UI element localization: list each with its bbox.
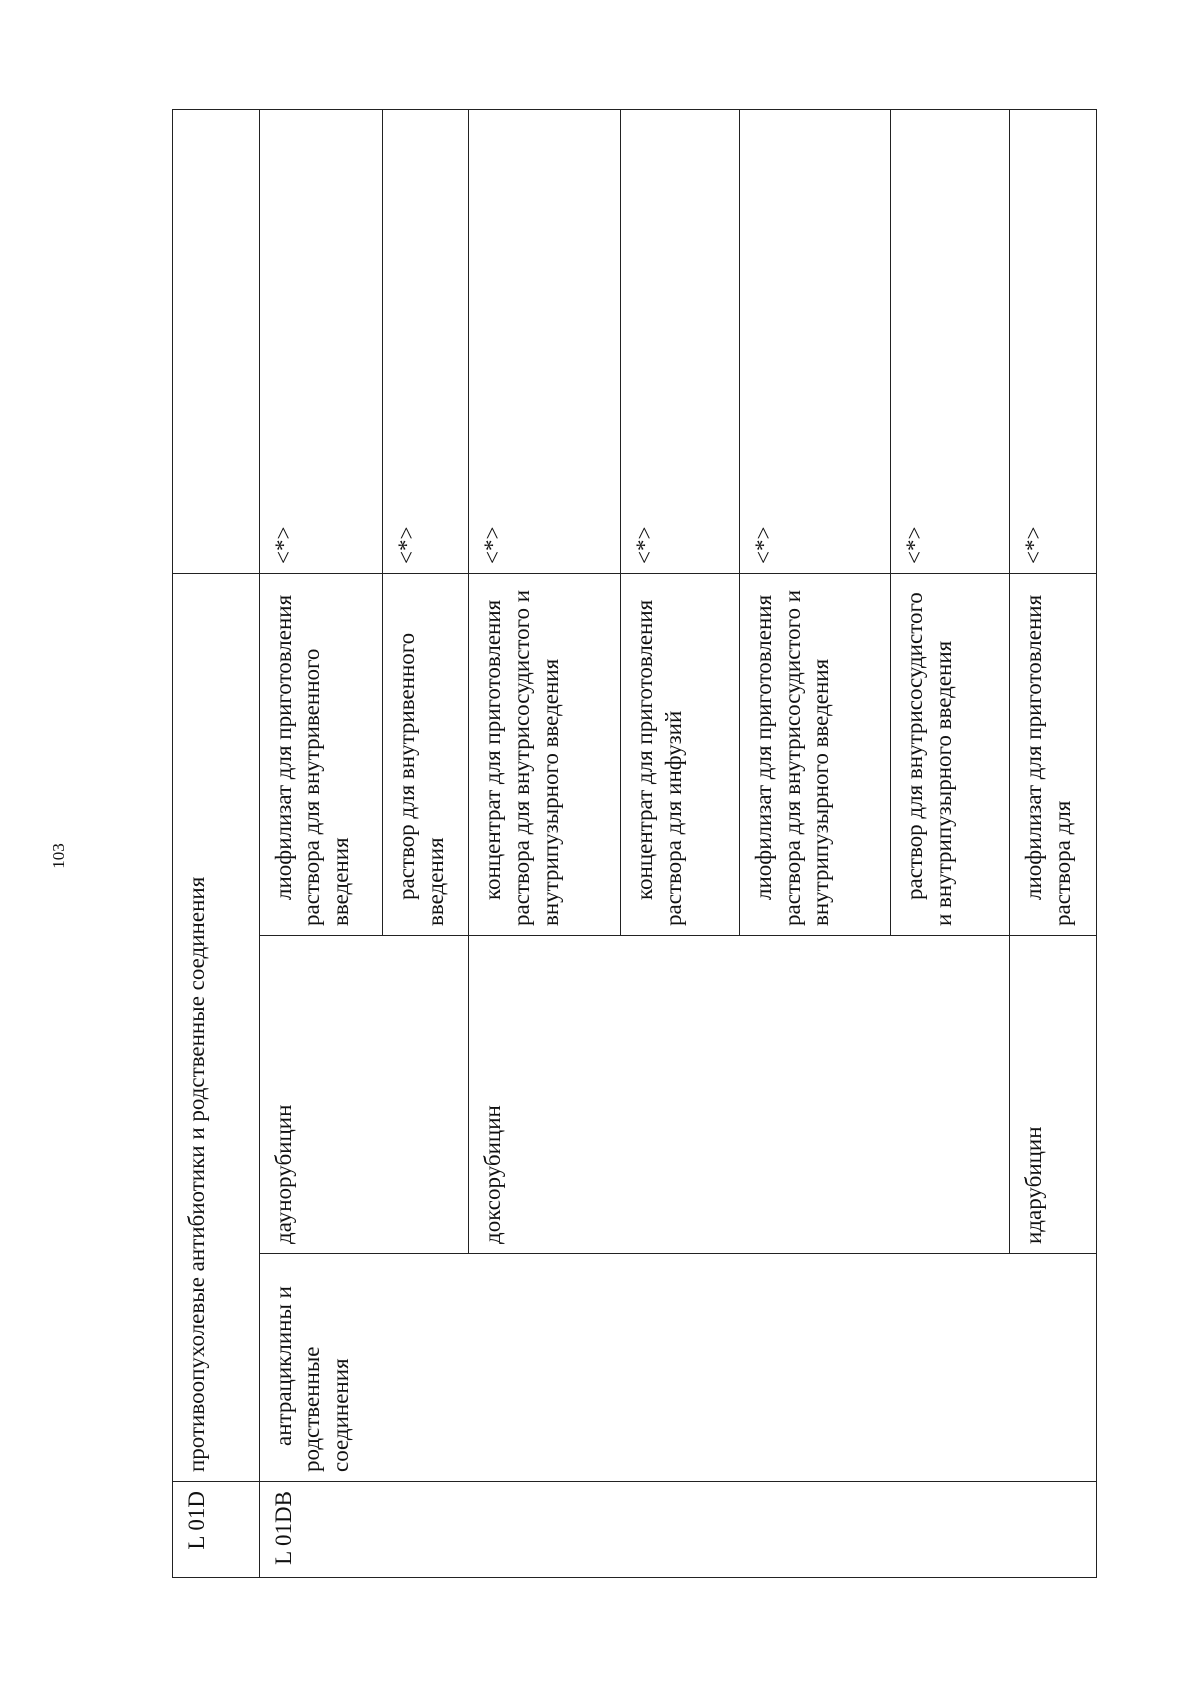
drug-name-doxorubicin: доксорубицин: [469, 936, 1010, 1254]
mark-cell: <*>: [382, 109, 469, 573]
rotated-table-container: [172, 110, 1097, 1578]
group-title: противоопухолевые антибиотики и родственные соединения: [173, 573, 260, 1481]
dosage-form: концентрат для приготовления раствора для внутрисосудистого и внутрипузырного введения: [469, 573, 620, 935]
group-row: [173, 109, 260, 1577]
mark-cell: <*>: [1010, 109, 1097, 573]
drug-name-idarubicin: идарубицин: [1010, 936, 1097, 1254]
drug-registry-table: [172, 109, 1097, 1578]
page-number: 103: [48, 843, 68, 869]
mark-cell: <*>: [891, 109, 1010, 573]
dosage-form: раствор для внутрисосудистого и внутрипузырного введения: [891, 573, 1010, 935]
dosage-form: лиофилизат для приготовления раствора для: [1010, 573, 1097, 935]
mark-cell: <*>: [739, 109, 890, 573]
mark-cell: <*>: [469, 109, 620, 573]
mark-cell: <*>: [259, 109, 382, 573]
dosage-form: лиофилизат для приготовления раствора для внутривенного введения: [259, 573, 382, 935]
subgroup-title: антрациклины и родственные соединения: [259, 1254, 1096, 1482]
group-empty-cell: [173, 109, 260, 573]
dosage-form: лиофилизат для приготовления раствора для внутрисосудистого и внутрипузырного введения: [739, 573, 890, 935]
dosage-form: раствор для внутривенного введения: [382, 573, 469, 935]
subgroup-code: L 01DB: [259, 1482, 1096, 1578]
group-code: L 01D: [173, 1482, 260, 1578]
drug-name-daunorubicin: даунорубицин: [259, 936, 469, 1254]
dosage-form: концентрат для приготовления раствора для инфузий: [620, 573, 739, 935]
table-row: [259, 109, 382, 1577]
mark-cell: <*>: [620, 109, 739, 573]
